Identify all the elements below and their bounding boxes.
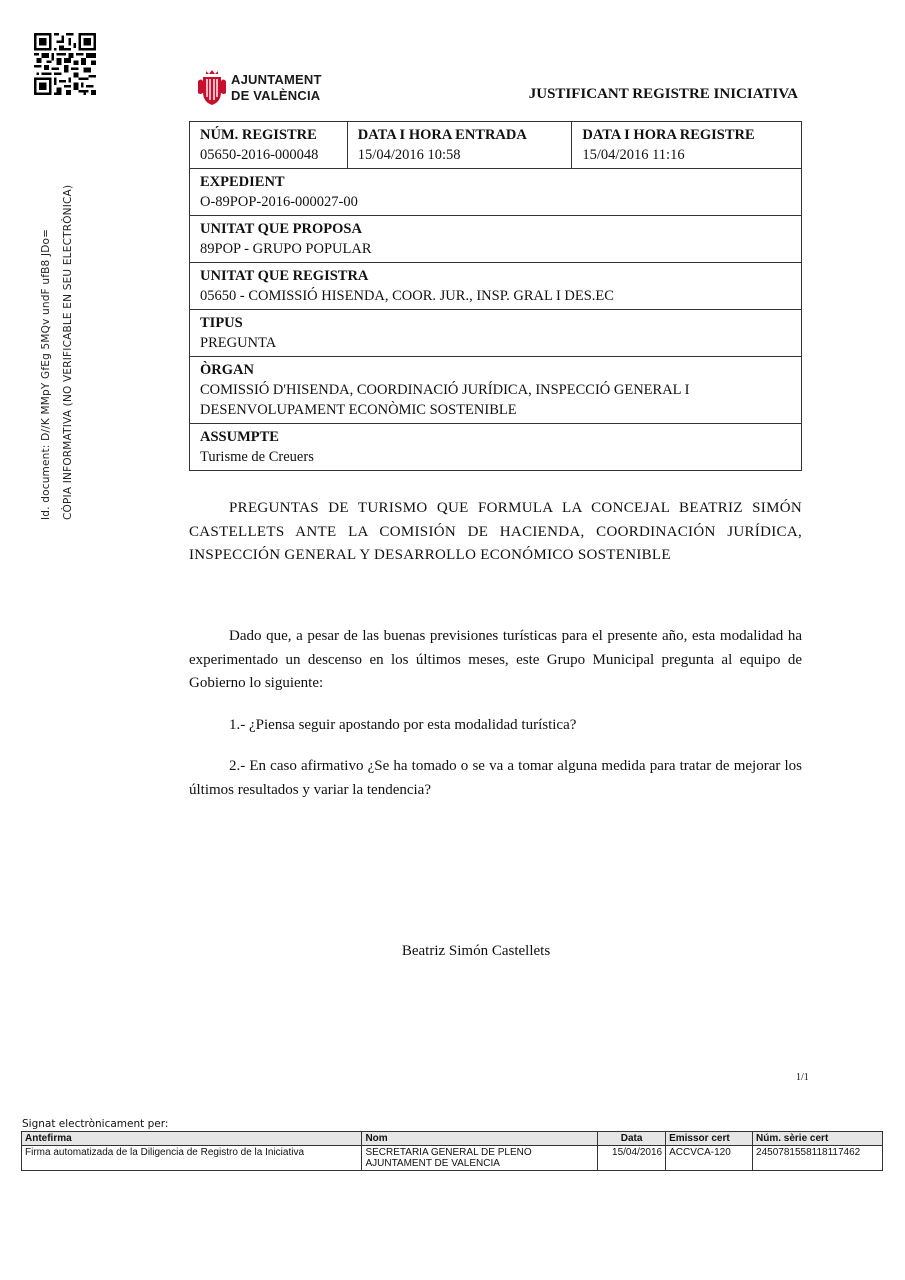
- data-entrada-label: DATA I HORA ENTRADA: [357, 127, 527, 143]
- unitat-registra-label: UNITAT QUE REGISTRA: [200, 268, 369, 284]
- num-registre-label: NÚM. REGISTRE: [200, 127, 317, 143]
- expedient-label: EXPEDIENT: [200, 174, 285, 190]
- unitat-proposa-value: 89POP - GRUPO POPULAR: [200, 241, 372, 257]
- organ-value: COMISSIÓ D'HISENDA, COORDINACIÓ JURÍDICA, INSPECCIÓ GENERAL I DESENVOLUPAMENT ECONÒMIC SOSTENIBLE: [200, 382, 690, 418]
- organ-cell: [190, 357, 802, 424]
- unitat-proposa-cell: [190, 216, 802, 263]
- serie-header: Núm. sèrie cert: [753, 1132, 883, 1146]
- signer-name: Beatriz Simón Castellets: [401, 943, 551, 959]
- copy-notice-vertical: CÒPIA INFORMATIVA (NO VERIFICABLE EN SEU ELECTRÒNICA): [62, 184, 74, 520]
- table-row: [22, 1146, 883, 1171]
- qr-code: [34, 33, 96, 95]
- signature-caption: Signat electrònicament per:: [22, 1118, 169, 1130]
- registration-table: [189, 121, 802, 471]
- page-number: 1/1: [796, 1072, 809, 1083]
- serie-value: 2450781558118117462: [753, 1146, 883, 1171]
- data-registre-label: DATA I HORA REGISTRE: [582, 127, 755, 143]
- assumpte-cell: [190, 424, 802, 471]
- num-registre-value: 05650-2016-000048: [200, 147, 319, 163]
- logo-text-line1: AJUNTAMENT: [231, 72, 322, 87]
- emissor-header: Emissor cert: [666, 1132, 753, 1146]
- data-registre-cell: [572, 122, 802, 169]
- ajuntament-logo: [196, 69, 326, 109]
- expedient-value: O-89POP-2016-000027-00: [200, 194, 358, 210]
- expedient-cell: [190, 169, 802, 216]
- document-id-vertical: Id. document: D//K MMpY GfEg 5MQv undF ufB8 JDo=: [40, 228, 52, 520]
- tipus-cell: [190, 310, 802, 357]
- question-1: 1.- ¿Piensa seguir apostando por esta modalidad turística?: [229, 717, 577, 733]
- question-2: 2.- En caso afirmativo ¿Se ha tomado o se va a tomar alguna medida para tratar de mejorar los últimos resultados y variar la tendencia?: [189, 758, 802, 798]
- data-header: Data: [598, 1132, 666, 1146]
- assumpte-value: Turisme de Creuers: [200, 449, 314, 465]
- data-registre-value: 15/04/2016 11:16: [582, 147, 685, 163]
- data-entrada-value: 15/04/2016 10:58: [357, 147, 461, 163]
- document-title: JUSTIFICANT REGISTRE INICIATIVA: [528, 86, 798, 102]
- emissor-value: ACCVCA-120: [666, 1146, 753, 1171]
- nom-line1: SECRETARIA GENERAL DE PLENO: [365, 1147, 532, 1158]
- tipus-value: PREGUNTA: [200, 335, 277, 351]
- antefirma-value: Firma automatizada de la Diligencia de Registro de la Iniciativa: [22, 1146, 362, 1171]
- num-registre-cell: [190, 122, 348, 169]
- nom-header: Nom: [362, 1132, 598, 1146]
- nom-value: [362, 1146, 598, 1171]
- data-value: 15/04/2016: [598, 1146, 666, 1171]
- unitat-proposa-label: UNITAT QUE PROPOSA: [200, 221, 362, 237]
- signature-table: [21, 1131, 883, 1171]
- unitat-registra-cell: [190, 263, 802, 310]
- city-shield-icon: [196, 69, 228, 107]
- antefirma-header: Antefirma: [22, 1132, 362, 1146]
- tipus-label: TIPUS: [200, 315, 243, 331]
- nom-line2: AJUNTAMENT DE VALENCIA: [365, 1158, 500, 1169]
- data-entrada-cell: [347, 122, 572, 169]
- intro-paragraph: Dado que, a pesar de las buenas previsiones turísticas para el presente año, esta modalidad ha experimentado un descenso en los últimos meses, este Grupo Municipal pregunta al equipo de Gobierno lo siguiente:: [189, 628, 802, 691]
- assumpte-label: ASSUMPTE: [200, 429, 279, 445]
- questions-heading: PREGUNTAS DE TURISMO QUE FORMULA LA CONCEJAL BEATRIZ SIMÓN CASTELLETS ANTE LA COMISIÓN DE HACIENDA, COORDINACIÓN JURÍDICA, INSPECCIÓN GENERAL Y DESARROLLO ECONÓMICO SOSTENIBLE: [189, 500, 802, 563]
- organ-label: ÒRGAN: [200, 362, 254, 378]
- logo-text-line2: DE VALÈNCIA: [231, 88, 321, 103]
- unitat-registra-value: 05650 - COMISSIÓ HISENDA, COOR. JUR., INSP. GRAL I DES.EC: [200, 288, 614, 304]
- signature-header-row: [22, 1132, 883, 1146]
